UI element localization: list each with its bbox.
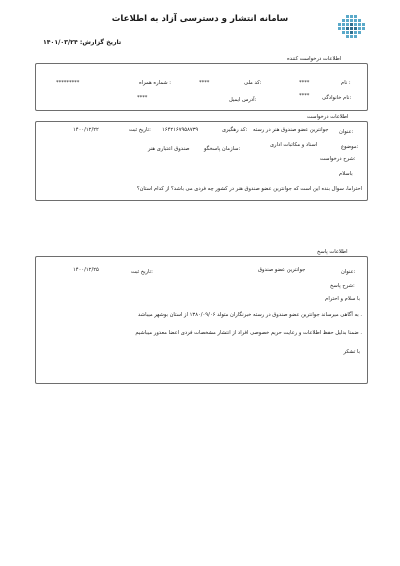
request-date-value: ۱۴۰۰/۱۲/۲۲ — [73, 127, 99, 133]
response-line-1: با سلام و احترام — [325, 296, 360, 302]
request-greeting: باسلام — [339, 171, 353, 177]
phone-label: شماره همراه : — [139, 80, 171, 86]
response-line-3: . ضمنا بدلیل حفظ اطلاعات و رعایت حریم خصوصی افراد از انتشار مشخصات فردی اعضا معذور میباشیم — [135, 330, 362, 336]
response-info-legend: اطلاعات پاسخ — [314, 249, 351, 255]
request-question: احتراما، سوال بنده این است که جوانترین عضو صندوق هنر در کشور چه فردی می باشد؟ از کدام استان؟ — [136, 186, 362, 192]
report-date-label: تاریخ گزارش: — [79, 39, 122, 46]
request-info-legend: اطلاعات درخواست — [304, 114, 351, 120]
name-value: **** — [299, 80, 310, 86]
request-subject-label: عنوان: — [339, 129, 354, 135]
request-subject-value: جوانترین عضو صندوق هنر در رسته — [253, 127, 329, 133]
report-date-value: ۱۴۰۱/۰۳/۲۴ — [43, 39, 78, 46]
response-line-2: . به آگاهی میرساند جوانترین عضو صندوق در رسته خبرنگاران متولد ۱۳۸۰/۰۹/۰۶ از استان بوشهر میباشد — [138, 312, 362, 318]
tracking-code-label: کد رهگیری: — [222, 127, 248, 133]
topic-value: اسناد و مکاتبات اداری — [270, 142, 318, 148]
foi-logo-icon — [332, 14, 372, 52]
response-subject-label: عنوان: — [341, 269, 356, 275]
phone-value: ********* — [56, 80, 80, 86]
page-title: سامانه انتشار و دسترسی آزاد به اطلاعات — [111, 14, 289, 24]
national-code-label: کد ملی: — [244, 80, 262, 86]
response-description-label: شرح پاسخ: — [330, 283, 355, 289]
national-code-value: **** — [199, 80, 210, 86]
name-label: نام : — [341, 80, 351, 86]
responding-org-value: صندوق اعتباری هنر — [148, 146, 190, 152]
topic-label: موضوع: — [341, 144, 359, 150]
family-name-label: نام خانوادگی: — [322, 95, 352, 101]
email-value: **** — [137, 95, 148, 101]
tracking-code-value: ۱۶۴۲۱۶۷۹۵۸۷۳۹ — [162, 127, 199, 133]
applicant-info-section — [35, 63, 368, 111]
response-info-section — [35, 256, 368, 384]
response-line-4: با تشکر — [343, 349, 360, 355]
request-date-label: تاریخ ثبت: — [129, 127, 151, 133]
applicant-info-legend: اطلاعات درخواست کننده — [284, 56, 344, 62]
responding-org-label: سازمان پاسخگو: — [204, 146, 241, 152]
report-date — [43, 39, 121, 46]
response-date-value: ۱۴۰۰/۱۲/۲۵ — [73, 267, 99, 273]
email-label: آدرس ایمیل: — [229, 97, 257, 103]
response-subject-value: جوانترین عضو صندوق — [258, 267, 306, 273]
family-name-value: **** — [299, 93, 310, 99]
request-description-label: شرح درخواست: — [320, 156, 356, 162]
response-date-label: تاریخ ثبت: — [131, 269, 153, 275]
